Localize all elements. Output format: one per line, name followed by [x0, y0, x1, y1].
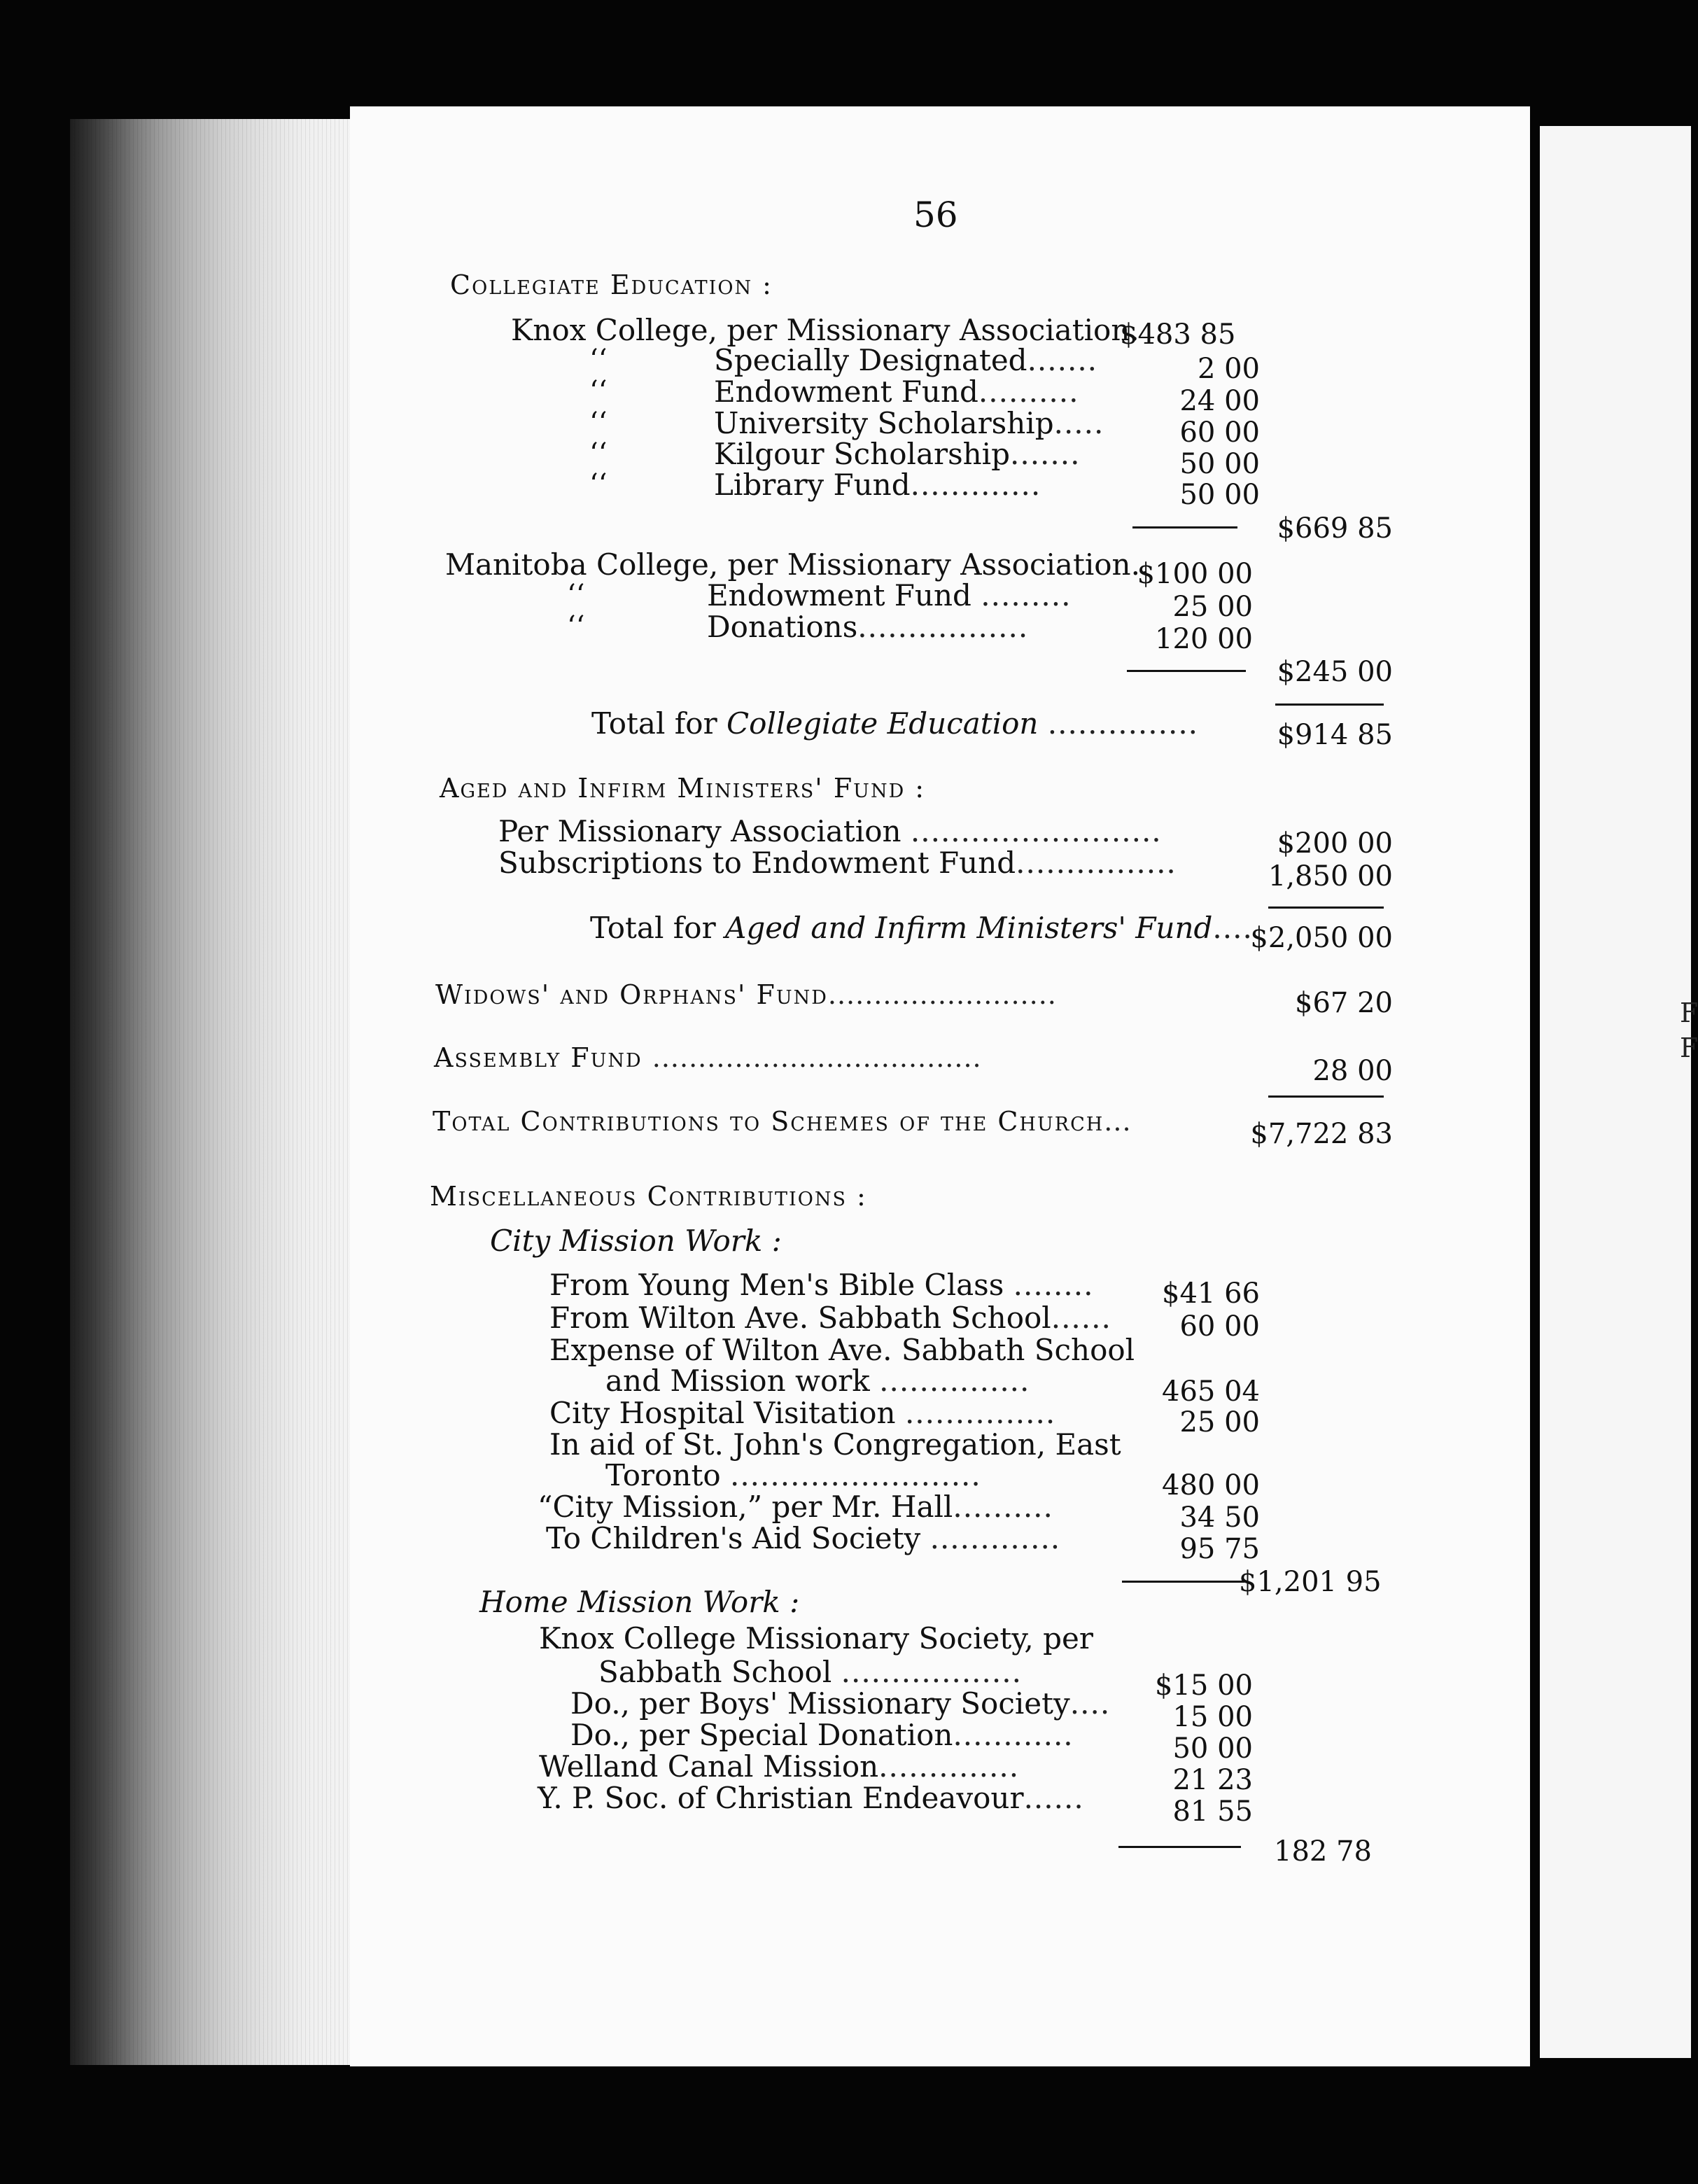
entry-label: Subscriptions to Endowment Fund................ — [498, 846, 1177, 880]
subtotal-amount: $245 00 — [1277, 656, 1393, 688]
entry-amount: 50 00 — [1179, 479, 1260, 511]
entry-label-continued: and Mission work ............... — [605, 1364, 1030, 1398]
entry-label-continued: Toronto ......................... — [605, 1458, 981, 1492]
total-label: Total for Collegiate Education ............... — [591, 706, 1199, 741]
entry-amount: 25 00 — [1179, 1406, 1260, 1438]
subtotal-rule — [1127, 670, 1246, 672]
section-heading: Collegiate Education : — [450, 270, 773, 300]
facing-page — [1540, 126, 1691, 2058]
entry-amount: $100 00 — [1137, 558, 1253, 590]
entry-amount: 25 00 — [1172, 591, 1253, 623]
entry-amount: $15 00 — [1155, 1670, 1253, 1702]
entry-amount: 120 00 — [1155, 623, 1253, 655]
total-rule — [1268, 1096, 1384, 1098]
ditto-mark: ‘‘ — [589, 375, 608, 407]
subtotal-rule — [1122, 1581, 1244, 1583]
entry-amount: 480 00 — [1162, 1469, 1260, 1502]
total-label: Total for Aged and Infirm Ministers' Fund.... — [590, 911, 1253, 945]
subsection-heading: City Mission Work : — [490, 1224, 782, 1258]
entry-label: From Wilton Ave. Sabbath School...... — [549, 1301, 1111, 1335]
entry-amount: 60 00 — [1179, 1310, 1260, 1343]
entry-label: Expense of Wilton Ave. Sabbath School — [549, 1333, 1135, 1367]
grand-total-amount: $7,722 83 — [1250, 1118, 1393, 1150]
entry-label: Welland Canal Mission.............. — [539, 1749, 1020, 1784]
entry-label: To Children's Aid Society ............. — [546, 1521, 1061, 1555]
fund-label: Assembly Fund .................................... — [434, 1042, 982, 1073]
entry-label: Endowment Fund.......... — [714, 374, 1079, 409]
subtotal-rule — [1118, 1846, 1241, 1848]
entry-amount: $483 85 — [1120, 318, 1236, 351]
entry-amount: 1,850 00 — [1268, 860, 1393, 892]
entry-amount: 465 04 — [1162, 1376, 1260, 1408]
entry-label: Per Missionary Association ......................... — [498, 814, 1162, 848]
book-page-edges — [70, 119, 364, 2065]
entry-label: From Young Men's Bible Class ........ — [549, 1268, 1094, 1302]
facing-page-letter: F — [1680, 997, 1698, 1028]
section-heading: Aged and Infirm Ministers' Fund : — [440, 773, 926, 804]
fund-amount: $67 20 — [1295, 987, 1393, 1019]
entry-label: Library Fund............. — [714, 468, 1041, 502]
total-amount: $914 85 — [1277, 719, 1393, 751]
ditto-mark: ‘‘ — [589, 468, 608, 500]
section-heading: Miscellaneous Contributions : — [430, 1181, 867, 1212]
entry-amount: 24 00 — [1179, 385, 1260, 417]
entry-label: University Scholarship..... — [714, 406, 1104, 440]
entry-label: In aid of St. John's Congregation, East — [549, 1427, 1121, 1462]
subsection-heading: Home Mission Work : — [479, 1585, 800, 1619]
entry-amount: 50 00 — [1172, 1732, 1253, 1765]
entry-amount: 95 75 — [1179, 1533, 1260, 1565]
entry-amount: 81 55 — [1172, 1795, 1253, 1828]
entry-label: Specially Designated....... — [714, 343, 1098, 377]
fund-amount: 28 00 — [1312, 1055, 1393, 1087]
entry-label: Do., per Boys' Missionary Society.... — [570, 1686, 1111, 1721]
page-number: 56 — [913, 195, 958, 235]
total-amount: $2,050 00 — [1250, 922, 1393, 954]
entry-amount: 21 23 — [1172, 1764, 1253, 1796]
entry-amount: 2 00 — [1197, 353, 1260, 385]
entry-label: Donations................. — [707, 610, 1029, 644]
subtotal-rule — [1132, 526, 1237, 528]
ditto-mark: ‘‘ — [589, 344, 608, 376]
entry-label-continued: Sabbath School .................. — [598, 1655, 1022, 1689]
ditto-mark: ‘‘ — [589, 438, 608, 470]
entry-amount: 34 50 — [1179, 1502, 1260, 1534]
entry-label: Endowment Fund ......... — [707, 578, 1072, 612]
entry-amount: 50 00 — [1179, 448, 1260, 480]
entry-label: “City Mission,” per Mr. Hall.......... — [538, 1490, 1053, 1524]
total-rule — [1275, 704, 1384, 706]
ditto-mark: ‘‘ — [589, 407, 608, 439]
subtotal-amount: 182 78 — [1274, 1835, 1372, 1868]
total-rule — [1268, 906, 1384, 909]
entry-label: Knox College Missionary Society, per — [539, 1621, 1093, 1656]
facing-page-letter: F — [1680, 1032, 1698, 1063]
subtotal-amount: $669 85 — [1277, 512, 1393, 545]
ditto-mark: ‘‘ — [567, 610, 585, 643]
subtotal-amount: $1,201 95 — [1239, 1566, 1382, 1598]
entry-label: Kilgour Scholarship....... — [714, 437, 1081, 471]
ditto-mark: ‘‘ — [567, 579, 585, 611]
entry-amount: 60 00 — [1179, 416, 1260, 449]
entry-amount: $200 00 — [1277, 827, 1393, 860]
grand-total-label: Total Contributions to Schemes of the Church... — [433, 1106, 1132, 1137]
entry-amount: 15 00 — [1172, 1701, 1253, 1733]
entry-amount: $41 66 — [1162, 1278, 1260, 1310]
entry-label: Knox College, per Missionary Association. — [511, 313, 1139, 347]
entry-label: Manitoba College, per Missionary Association.. — [445, 547, 1150, 582]
entry-label: Y. P. Soc. of Christian Endeavour...... — [538, 1781, 1084, 1815]
entry-label: Do., per Special Donation............ — [570, 1718, 1074, 1752]
entry-label: City Hospital Visitation ............... — [549, 1396, 1056, 1430]
fund-label: Widows' and Orphans' Fund......................... — [435, 979, 1057, 1010]
